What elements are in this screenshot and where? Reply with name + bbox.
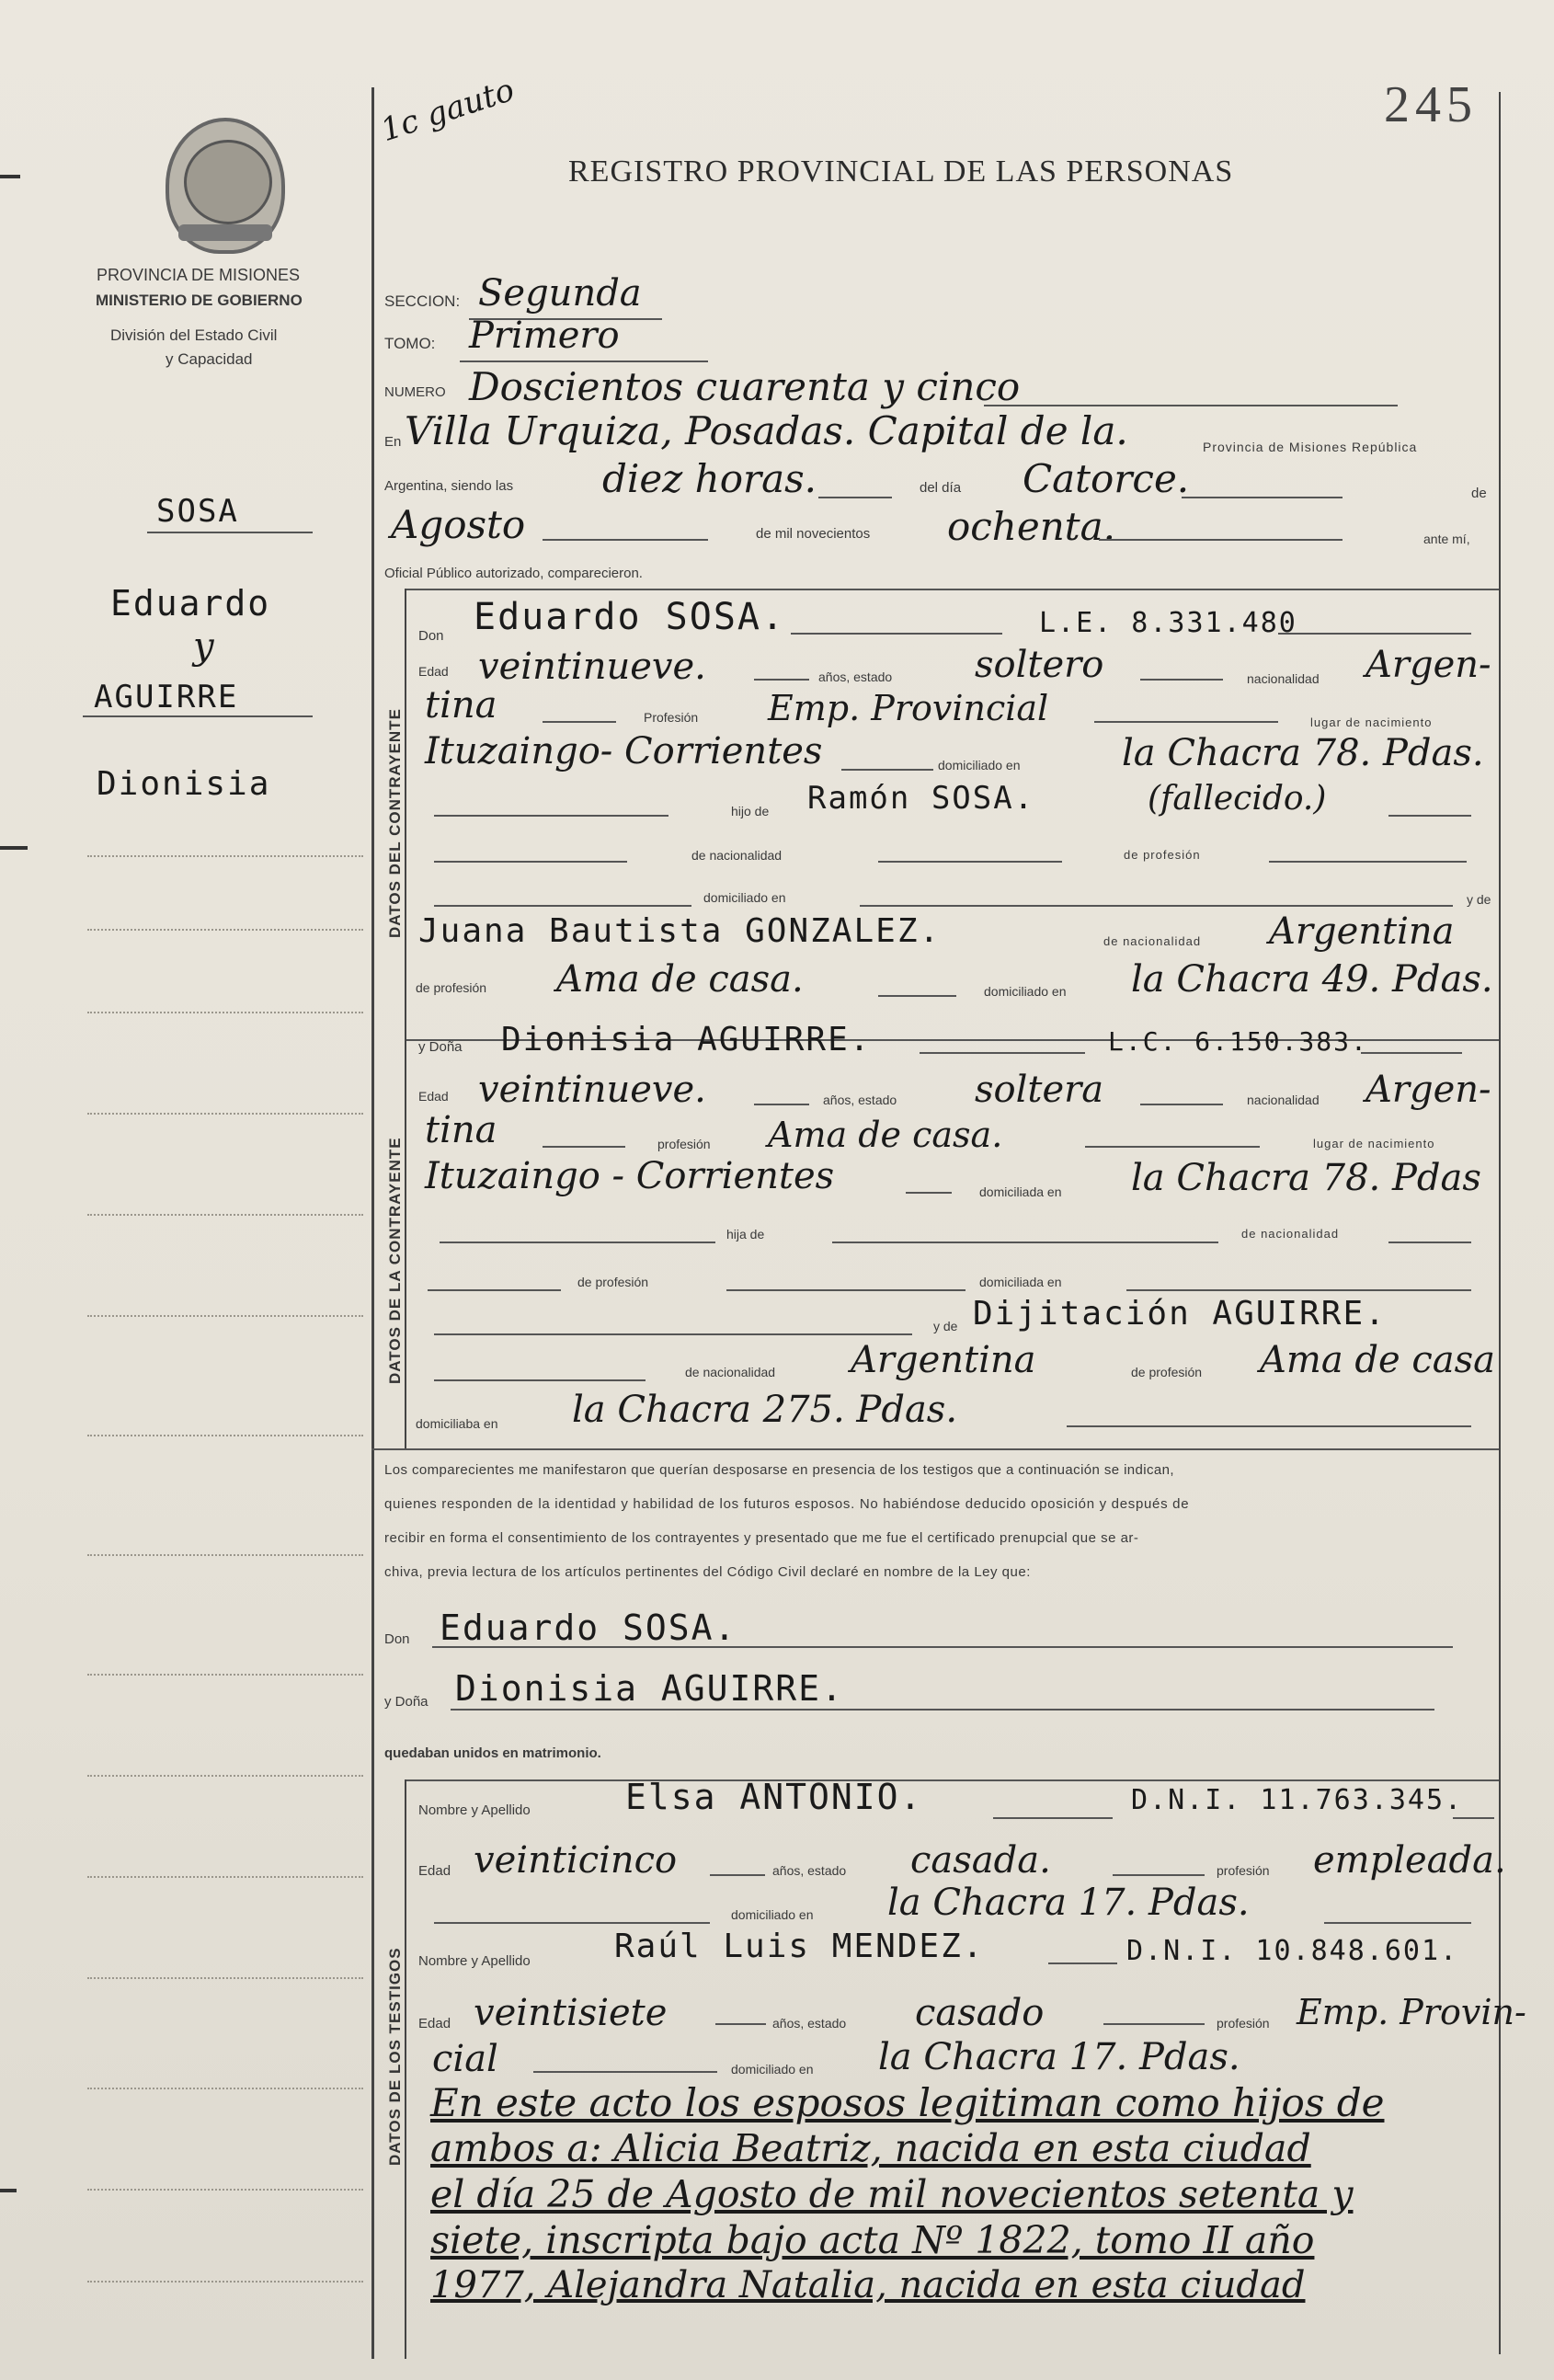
decl-bride-name: Dionisia AGUIRRE. bbox=[455, 1668, 844, 1709]
margin-groom-name: Eduardo bbox=[110, 583, 271, 624]
groom-profession: Emp. Provincial bbox=[768, 688, 1049, 728]
w1-label: Nombre y Apellido bbox=[418, 1802, 531, 1818]
w2-edad-label: Edad bbox=[418, 2016, 451, 2031]
witness-section-label: DATOS DE LOS TESTIGOS bbox=[386, 1947, 404, 2166]
bride-domiciliada-label: domiciliada en bbox=[979, 1184, 1062, 1199]
bride-document: L.C. 6.150.383. bbox=[1108, 1026, 1368, 1057]
provincial-seal-icon bbox=[166, 118, 285, 254]
bride-section-label: DATOS DE LA CONTRAYENTE bbox=[386, 1137, 404, 1384]
margin-bride-name: Dionisia bbox=[97, 765, 271, 803]
del-dia-label: del día bbox=[920, 480, 962, 496]
mother-prof-label: de profesión bbox=[416, 980, 487, 995]
profesion-label: Profesión bbox=[644, 710, 699, 725]
domiciliado-label: domiciliado en bbox=[938, 758, 1021, 772]
ante-mi-label: ante mí, bbox=[1423, 532, 1470, 546]
mother-nac-label: de nacionalidad bbox=[1103, 934, 1202, 948]
numero-value: Doscientos cuarenta y cinco bbox=[469, 364, 1021, 409]
province-suffix: Provincia de Misiones República bbox=[1203, 440, 1418, 454]
bride-y-de-label: y de bbox=[933, 1319, 958, 1333]
day-value: Catorce. bbox=[1023, 456, 1190, 501]
margin-surname-2: AGUIRRE bbox=[94, 679, 239, 715]
bride-mother-profession: Ama de casa bbox=[1260, 1339, 1495, 1381]
quedaban-label: quedaban unidos en matrimonio. bbox=[384, 1745, 601, 1761]
mother-dom-label: domiciliado en bbox=[984, 984, 1067, 999]
hija-label: hija de bbox=[726, 1227, 765, 1241]
bride-lugar-label: lugar de nacimiento bbox=[1313, 1137, 1435, 1150]
tomo-label: TOMO: bbox=[384, 335, 436, 352]
legitimation-note-5: 1977, Alejandra Natalia, nacida en esta ciudad bbox=[430, 2264, 1306, 2306]
bride-de-nac-label: de nacionalidad bbox=[1241, 1227, 1340, 1241]
groom-mother-profession: Ama de casa. bbox=[556, 958, 804, 1001]
declaration-line-1: Los comparecientes me manifestaron que querían desposarse en presencia de los testigos que a continuación se indican, bbox=[384, 1462, 1174, 1478]
groom-address: la Chacra 78. Pdas. bbox=[1122, 732, 1484, 774]
groom-nationality-1: Argen- bbox=[1365, 644, 1491, 686]
decl-groom-name: Eduardo SOSA. bbox=[440, 1608, 737, 1648]
bride-nationality-1: Argen- bbox=[1365, 1069, 1491, 1111]
legitimation-note-1: En este acto los esposos legitiman como hijos de bbox=[430, 2080, 1385, 2125]
w1-dom-label: domiciliado en bbox=[731, 1907, 814, 1922]
witness-2-profession-2: cial bbox=[432, 2038, 498, 2080]
argentina-label: Argentina, siendo las bbox=[384, 478, 514, 494]
nacionalidad-label: nacionalidad bbox=[1247, 671, 1320, 686]
witness-2-age: veintisiete bbox=[474, 1992, 668, 2034]
legitimation-note-3: el día 25 de Agosto de mil novecientos setenta y bbox=[430, 2172, 1354, 2216]
bride-mother-prof-label: de profesión bbox=[1131, 1365, 1203, 1379]
decl-don-label: Don bbox=[384, 1631, 410, 1647]
groom-age: veintinueve. bbox=[478, 646, 706, 688]
witness-1-name: Elsa ANTONIO. bbox=[625, 1777, 923, 1817]
hijo-label: hijo de bbox=[731, 804, 770, 818]
province-label: PROVINCIA DE MISIONES bbox=[97, 266, 301, 284]
groom-father: Ramón SOSA. bbox=[807, 780, 1035, 817]
bride-anos-label: años, estado bbox=[823, 1093, 897, 1107]
edad-label: Edad bbox=[418, 664, 449, 679]
oficial-label: Oficial Público autorizado, comparecieron. bbox=[384, 566, 643, 581]
w2-dom-label: domiciliado en bbox=[731, 2062, 814, 2077]
de-label: de bbox=[1471, 486, 1487, 501]
groom-mother-address: la Chacra 49. Pdas. bbox=[1131, 958, 1493, 1001]
ministry-label: MINISTERIO DE GOBIERNO bbox=[96, 292, 303, 309]
w2-anos-label: años, estado bbox=[772, 2016, 847, 2031]
don-label: Don bbox=[418, 628, 444, 644]
w1-edad-label: Edad bbox=[418, 1863, 451, 1879]
witness-1-document: D.N.I. 11.763.345. bbox=[1131, 1784, 1464, 1816]
hour-value: diez horas. bbox=[602, 456, 817, 501]
page-title: REGISTRO PROVINCIAL DE LAS PERSONAS bbox=[568, 154, 1234, 189]
groom-section-label: DATOS DEL CONTRAYENTE bbox=[386, 708, 404, 938]
witness-2-status: casado bbox=[915, 1992, 1045, 2034]
year-value: ochenta. bbox=[947, 504, 1116, 549]
de-mil-label: de mil novecientos bbox=[756, 526, 871, 542]
legitimation-note-2: ambos a: Alicia Beatriz, nacida en esta ciudad bbox=[430, 2126, 1311, 2170]
division-label-2: y Capacidad bbox=[166, 350, 253, 368]
bride-mother-address: la Chacra 275. Pdas. bbox=[572, 1389, 958, 1431]
witness-2-address: la Chacra 17. Pdas. bbox=[878, 2036, 1240, 2078]
bride-name: Dionisia AGUIRRE. bbox=[501, 1021, 872, 1058]
witness-1-profession: empleada. bbox=[1313, 1839, 1506, 1882]
dona-label: y Doña bbox=[418, 1039, 463, 1055]
witness-2-document: D.N.I. 10.848.601. bbox=[1126, 1935, 1459, 1967]
groom-mother-nationality: Argentina bbox=[1269, 910, 1455, 953]
witness-2-profession-1: Emp. Provin- bbox=[1297, 1992, 1526, 2032]
division-label: División del Estado Civil bbox=[110, 326, 278, 344]
bride-address: la Chacra 78. Pdas bbox=[1131, 1157, 1481, 1199]
witness-1-status: casada. bbox=[910, 1839, 1051, 1882]
archive-note: 1c gauto bbox=[376, 71, 520, 150]
groom-nationality-2: tina bbox=[425, 684, 497, 727]
bride-mother: Dijitación AGUIRRE. bbox=[973, 1295, 1387, 1333]
declaration-line-2: quienes responden de la identidad y habilidad de los futuros esposos. No habiéndose deducido oposición y después de bbox=[384, 1496, 1190, 1512]
bride-edad-label: Edad bbox=[418, 1089, 449, 1104]
witness-2-name: Raúl Luis MENDEZ. bbox=[614, 1928, 985, 1965]
anos-label: años, estado bbox=[818, 669, 893, 684]
decl-dona-label: y Doña bbox=[384, 1694, 428, 1710]
bride-profesion-label: profesión bbox=[657, 1137, 711, 1151]
de-nac-label: de nacionalidad bbox=[691, 848, 783, 863]
groom-mother: Juana Bautista GONZALEZ. bbox=[418, 912, 942, 950]
bride-mother-nationality: Argentina bbox=[851, 1339, 1036, 1381]
witness-1-address: la Chacra 17. Pdas. bbox=[887, 1882, 1250, 1924]
bride-birthplace: Ituzaingo - Corrientes bbox=[425, 1155, 835, 1197]
en-label: En bbox=[384, 434, 402, 450]
bride-age: veintinueve. bbox=[478, 1069, 706, 1111]
groom-birthplace: Ituzaingo- Corrientes bbox=[425, 730, 823, 772]
bride-profession: Ama de casa. bbox=[768, 1115, 1003, 1155]
de-prof-label: de profesión bbox=[1124, 848, 1201, 862]
declaration-line-3: recibir en forma el consentimiento de los contrayentes y presentado que me fue el certificado prenupcial que se ar- bbox=[384, 1530, 1139, 1546]
bride-nationality-2: tina bbox=[425, 1109, 497, 1151]
tomo-value: Primero bbox=[469, 315, 620, 357]
margin-conjunction: y bbox=[193, 625, 214, 668]
page-number: 245 bbox=[1384, 76, 1478, 133]
bride-de-prof-label: de profesión bbox=[577, 1275, 649, 1289]
w1-anos-label: años, estado bbox=[772, 1863, 847, 1878]
w1-prof-label: profesión bbox=[1217, 1863, 1270, 1878]
groom-document: L.E. 8.331.480 bbox=[1039, 607, 1297, 639]
margin-rule bbox=[371, 87, 374, 2359]
bride-mother-nac-label: de nacionalidad bbox=[685, 1365, 776, 1379]
witness-1-age: veinticinco bbox=[474, 1839, 678, 1882]
groom-status: soltero bbox=[975, 644, 1104, 686]
w2-label: Nombre y Apellido bbox=[418, 1953, 531, 1969]
legitimation-note-4: siete, inscripta bajo acta Nº 1822, tomo II año bbox=[430, 2218, 1315, 2262]
month-value: Agosto bbox=[391, 502, 526, 547]
declaration-line-4: chiva, previa lectura de los artículos pertinentes del Código Civil declaré en nombre de la Ley que: bbox=[384, 1564, 1031, 1580]
bride-status: soltera bbox=[975, 1069, 1104, 1111]
y-de-label: y de bbox=[1467, 892, 1491, 907]
w2-prof-label: profesión bbox=[1217, 2016, 1270, 2031]
place-value: Villa Urquiza, Posadas. Capital de la. bbox=[405, 408, 1128, 453]
margin-surname: SOSA bbox=[156, 493, 239, 530]
bride-nac-label: nacionalidad bbox=[1247, 1093, 1320, 1107]
seccion-value: Segunda bbox=[478, 272, 642, 315]
dom-en-label: domiciliado en bbox=[703, 890, 786, 905]
bride-mother-dom-label: domiciliaba en bbox=[416, 1416, 498, 1431]
numero-label: NUMERO bbox=[384, 384, 446, 400]
father-note: (fallecido.) bbox=[1148, 780, 1327, 818]
bride-dom-en-label: domiciliada en bbox=[979, 1275, 1062, 1289]
seccion-label: SECCION: bbox=[384, 292, 461, 310]
lugar-label: lugar de nacimiento bbox=[1310, 715, 1433, 729]
groom-name: Eduardo SOSA. bbox=[474, 596, 786, 638]
